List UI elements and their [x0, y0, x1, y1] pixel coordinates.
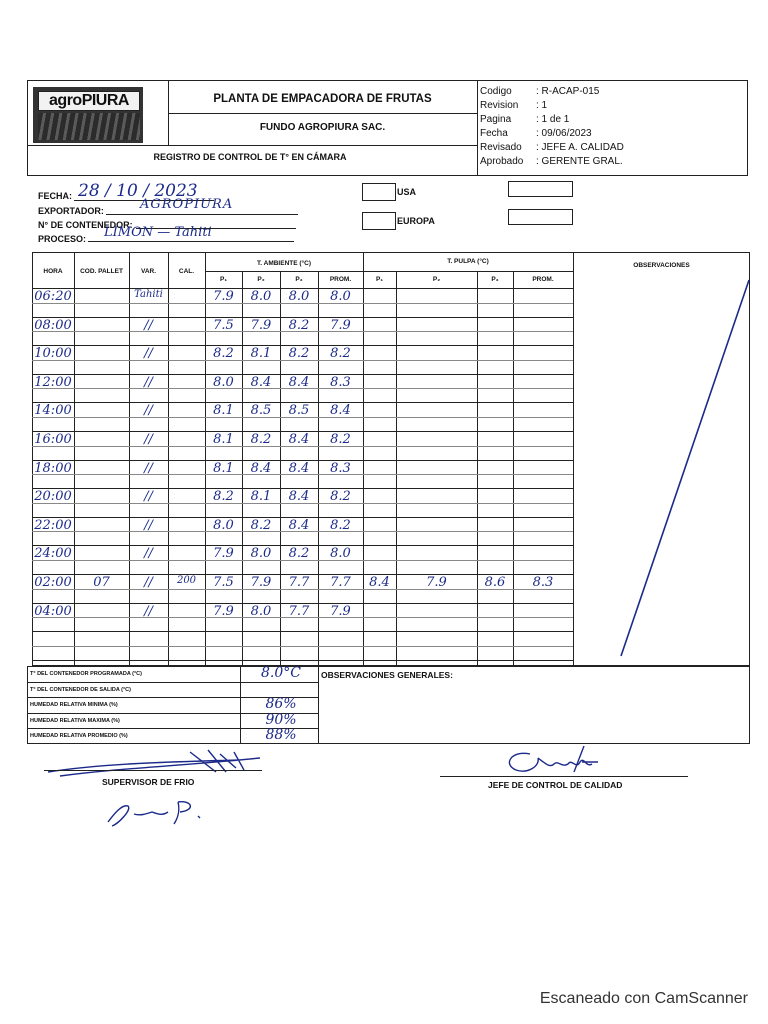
meta-label: Codigo	[480, 86, 512, 97]
cell-a1: 7.5	[213, 575, 234, 590]
cell-ap: 7.9	[330, 603, 351, 619]
observaciones-generales-label: OBSERVACIONES GENERALES:	[321, 670, 453, 680]
cell-ap: 8.2	[330, 489, 351, 505]
cell-var: //	[144, 575, 153, 590]
header-p2: P₂	[257, 276, 265, 283]
cell-ap: 8.4	[330, 403, 351, 419]
cell-var: //	[144, 374, 153, 390]
cell-p1: 8.4	[369, 575, 390, 590]
supervisor-line	[44, 770, 262, 771]
cell-a1: 8.2	[213, 489, 234, 505]
meta-value: : 09/06/2023	[536, 128, 592, 139]
meta-value: : 1	[536, 100, 548, 111]
cell-a2: 8.0	[250, 603, 272, 619]
table-row-line	[32, 660, 573, 661]
meta-label: Fecha	[480, 128, 508, 139]
cell-hora: 02:00	[34, 575, 72, 590]
register-title: REGISTRO DE CONTROL DE T° EN CÁMARA	[153, 152, 347, 162]
cell-ap: 8.3	[330, 374, 351, 390]
camscanner-watermark: Escaneado con CamScanner	[539, 990, 748, 1007]
footer-value: 8.0°C	[261, 665, 301, 681]
cell-a3: 8.4	[288, 460, 310, 476]
meta-label: Aprobado	[480, 156, 524, 167]
cell-p2: 7.9	[426, 575, 447, 590]
header-p3: P₃	[295, 276, 303, 283]
cell-a2: 8.4	[250, 460, 272, 476]
cell-a1: 7.9	[213, 546, 234, 562]
cell-a3: 7.7	[288, 575, 310, 590]
cell-var: //	[144, 460, 153, 476]
cell-ap: 8.0	[330, 546, 351, 562]
cell-a1: 8.1	[213, 403, 234, 419]
cell-hora: 10:00	[34, 346, 72, 362]
header-t-ambiente: T. AMBIENTE (°C)	[257, 260, 311, 267]
cell-a3: 8.4	[288, 374, 310, 390]
footer-divider	[240, 666, 241, 744]
meta-value: : JEFE A. CALIDAD	[536, 142, 624, 153]
document-subtitle: FUNDO AGROPIURA SAC.	[259, 122, 386, 133]
document-title: PLANTA DE EMPACADORA DE FRUTAS	[213, 93, 432, 105]
header-p1: P₁	[375, 276, 384, 283]
cell-a1: 8.2	[213, 346, 234, 362]
cell-hora: 16:00	[34, 432, 72, 447]
cell-ap: 8.2	[330, 517, 351, 533]
footer-label: HUMEDAD RELATIVA MINIMA (%)	[30, 702, 118, 709]
cell-a1: 7.9	[213, 289, 234, 304]
cell-a2: 8.2	[250, 517, 272, 533]
cell-ap: 7.7	[330, 575, 351, 590]
cell-a2: 8.4	[250, 374, 272, 390]
header-divider	[477, 80, 478, 176]
observaciones-strike	[573, 252, 751, 666]
usa-label: USA	[397, 187, 417, 197]
fecha-label: FECHA:	[38, 191, 72, 201]
table-row-subline	[32, 646, 573, 647]
meta-value: : R-ACAP-015	[536, 86, 600, 97]
header-p1: P₁	[219, 276, 228, 283]
cell-hora: 14:00	[34, 403, 72, 419]
footer-label: T° DEL CONTENEDOR DE SALIDA (°C)	[30, 686, 131, 693]
supervisor-signature	[40, 742, 270, 782]
header-cal: CAL.	[178, 268, 195, 275]
europa-label: EUROPA	[397, 216, 435, 226]
cell-a3: 8.4	[288, 517, 310, 533]
europa-field[interactable]	[508, 209, 573, 225]
jefe-line	[440, 776, 688, 777]
fecha-value: 28 / 10 / 2023	[78, 181, 198, 201]
cell-hora: 24:00	[34, 546, 72, 562]
cell-var: Tahiti	[134, 289, 163, 300]
cell-ap: 8.2	[330, 432, 351, 447]
header-prom: PROM.	[532, 276, 554, 283]
europa-checkbox[interactable]	[362, 212, 396, 230]
usa-checkbox[interactable]	[362, 183, 396, 201]
cell-p3: 8.6	[484, 575, 506, 590]
cell-var: //	[144, 317, 153, 333]
cell-a1: 8.1	[213, 432, 234, 447]
cell-a1: 7.9	[213, 603, 234, 619]
cell-ap: 8.0	[330, 289, 351, 304]
cell-a1: 8.0	[213, 517, 234, 533]
cell-a1: 8.1	[213, 460, 234, 476]
footer-label: HUMEDAD RELATIVA PROMEDIO (%)	[30, 733, 128, 740]
cell-hora: 04:00	[34, 603, 72, 619]
cell-a2: 7.9	[250, 575, 272, 590]
cell-a3: 8.4	[288, 489, 310, 505]
meta-value: : GERENTE GRAL.	[536, 156, 623, 167]
exportador-label: EXPORTADOR:	[38, 206, 104, 216]
footer-divider	[318, 666, 319, 744]
cell-a2: 8.0	[250, 289, 272, 304]
proceso-line	[88, 241, 294, 242]
meta-label: Pagina	[480, 114, 512, 125]
cell-a2: 8.1	[250, 346, 272, 362]
logo-stripes-graphic	[38, 113, 140, 140]
exportador-value: AGROPIURA	[140, 197, 234, 212]
cell-var: //	[144, 489, 153, 505]
cell-hora: 06:20	[34, 289, 72, 304]
footer-row-line	[27, 682, 318, 683]
header-divider	[168, 113, 477, 114]
header-observaciones: OBSERVACIONES	[633, 262, 690, 269]
cell-a2: 7.9	[250, 317, 272, 333]
cell-ap: 8.2	[330, 346, 351, 362]
supervisor-initials	[100, 796, 220, 830]
cell-var: //	[144, 517, 153, 533]
cell-var: //	[144, 346, 153, 362]
cell-ap: 7.9	[330, 317, 351, 333]
contenedor-label: N° DE CONTENEDOR:	[38, 220, 133, 230]
table-header-line	[205, 271, 573, 272]
header-p2: P₂	[432, 276, 441, 283]
cell-hora: 22:00	[34, 517, 72, 533]
company-logo-text: agroPIURA	[38, 91, 140, 111]
cell-a3: 8.2	[288, 546, 310, 562]
proceso-label: PROCESO:	[38, 234, 87, 244]
header-hora: HORA	[43, 268, 63, 275]
cell-a3: 8.2	[288, 346, 310, 362]
jefe-label: JEFE DE CONTROL DE CALIDAD	[488, 780, 623, 790]
cell-a1: 8.0	[213, 374, 234, 390]
cell-hora: 20:00	[34, 489, 72, 505]
footer-value: 86%	[265, 696, 297, 713]
cell-a1: 7.5	[213, 317, 234, 333]
supervisor-label: SUPERVISOR DE FRIO	[102, 777, 195, 787]
meta-label: Revision	[480, 100, 519, 111]
footer-value: 90%	[265, 711, 297, 728]
cell-a2: 8.0	[250, 546, 272, 562]
header-prom: PROM.	[329, 276, 352, 283]
cell-var: //	[144, 603, 153, 619]
cell-a3: 8.5	[288, 403, 310, 419]
footer-value: 88%	[265, 727, 297, 744]
header-p3: P₃	[491, 276, 499, 283]
cell-cal: 200	[176, 575, 197, 586]
footer-label: HUMEDAD RELATIVA MAXIMA (%)	[30, 717, 120, 724]
table-row-line	[32, 631, 573, 632]
cell-a3: 8.4	[288, 432, 310, 447]
header-t-pulpa: T. PULPA (°C)	[447, 258, 489, 265]
proceso-value: LIMON — Tahiti	[104, 225, 212, 240]
header-var: VAR.	[140, 268, 157, 275]
cell-a2: 8.2	[250, 432, 272, 447]
cell-pp: 8.3	[532, 575, 554, 590]
cell-a2: 8.1	[250, 489, 272, 505]
cell-hora: 12:00	[34, 374, 72, 390]
jefe-signature	[488, 742, 608, 780]
exportador-line	[106, 214, 298, 215]
cell-hora: 08:00	[34, 317, 72, 333]
meta-label: Revisado	[480, 142, 522, 153]
header-divider	[27, 145, 477, 146]
usa-field[interactable]	[508, 181, 573, 197]
cell-a3: 8.2	[288, 317, 310, 333]
header-cod-pallet: COD. PALLET	[80, 268, 123, 275]
cell-a3: 7.7	[288, 603, 310, 619]
cell-a3: 8.0	[288, 289, 310, 304]
cell-var: //	[144, 403, 153, 419]
footer-label: T° DEL CONTENEDOR PROGRAMADA (°C)	[30, 671, 142, 677]
cell-ap: 8.3	[330, 460, 351, 476]
cell-var: //	[144, 432, 153, 447]
cell-hora: 18:00	[34, 460, 72, 476]
cell-a2: 8.5	[250, 403, 272, 419]
cell-var: //	[144, 546, 153, 562]
cell-pallet: 07	[93, 575, 110, 590]
meta-value: : 1 de 1	[536, 114, 570, 125]
